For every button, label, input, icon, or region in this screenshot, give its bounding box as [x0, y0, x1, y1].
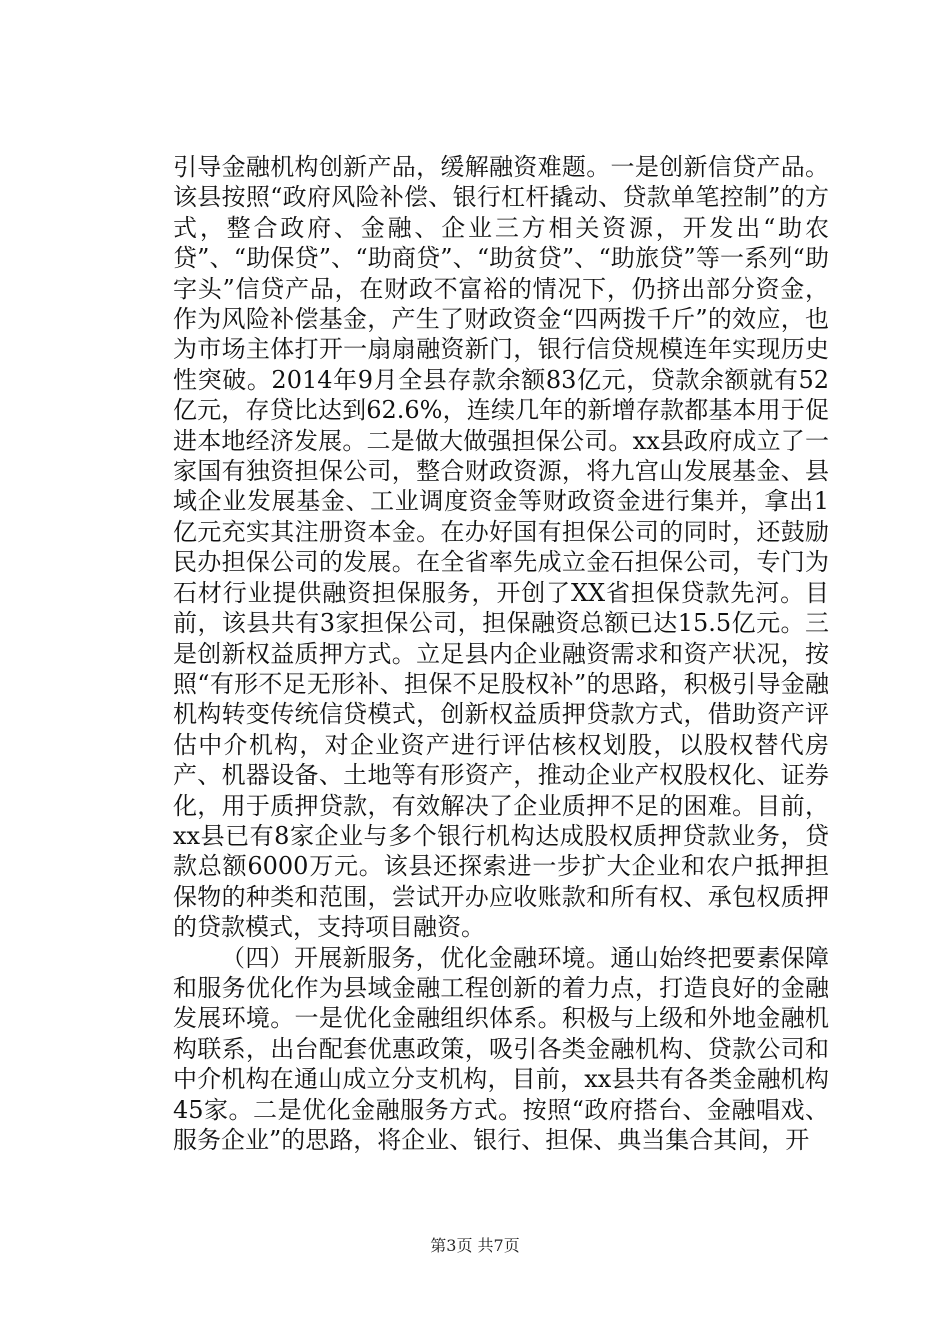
paragraph-2: （四）开展新服务，优化金融环境。通山始终把要素保障和服务优化作为县域金融工程创新的着力点，打造良好的金融发展环境。一是优化金融组织体系。积极与上级和外地金融机构联系，出台配套优惠政策，吸引各类金融机构、贷款公司和中介机构在通山成立分支机构，目前，xx县共有各类金融机构45家。二是优化金融服务方式。按照“政府搭台、金融唱戏、服务企业”的思路，将企业、银行、担保、典当集合其间，开: [173, 943, 829, 1154]
paragraph-1: 引导金融机构创新产品，缓解融资难题。一是创新信贷产品。该县按照“政府风险补偿、银行杠杆撬动、贷款单笔控制”的方式，整合政府、金融、企业三方相关资源，开发出“助农贷”、“助保贷”、“助商贷”、“助贫贷”、“助旅贷”等一系列“助字头”信贷产品，在财政不富裕的情况下，仍挤出部分资金，作为风险补偿基金，产生了财政资金“四两拨千斤”的效应，也为市场主体打开一扇扇融资新门，银行信贷规模连年实现历史性突破。2014年9月全县存款余额83亿元，贷款余额就有52亿元，存贷比达到62.6%，连续几年的新增存款都基本用于促进本地经济发展。二是做大做强担保公司。xx县政府成立了一家国有独资担保公司，整合财政资源，将九宫山发展基金、县域企业发展基金、工业调度资金等财政资金进行集并，拿出1亿元充实其注册资本金。在办好国有担保公司的同时，还鼓励民办担保公司的发展。在全省率先成立金石担保公司，专门为石材行业提供融资担保服务，开创了XX省担保贷款先河。目前，该县共有3家担保公司，担保融资总额已达15.5亿元。三是创新权益质押方式。立足县内企业融资需求和资产状况，按照“有形不足无形补、担保不足股权补”的思路，积极引导金融机构转变传统信贷模式，创新权益质押贷款方式，借助资产评估中介机构，对企业资产进行评估核权划股，以股权替代房产、机器设备、土地等有形资产，推动企业产权股权化、证券化，用于质押贷款，有效解决了企业质押不足的困难。目前，xx县已有8家企业与多个银行机构达成股权质押贷款业务，贷款总额6000万元。该县还探索进一步扩大企业和农户抵押担保物的种类和范围，尝试开办应收账款和所有权、承包权质押的贷款模式，支持项目融资。: [173, 153, 829, 942]
body-text: [173, 152, 829, 1155]
page-footer: 第3页 共7页: [430, 1236, 520, 1255]
